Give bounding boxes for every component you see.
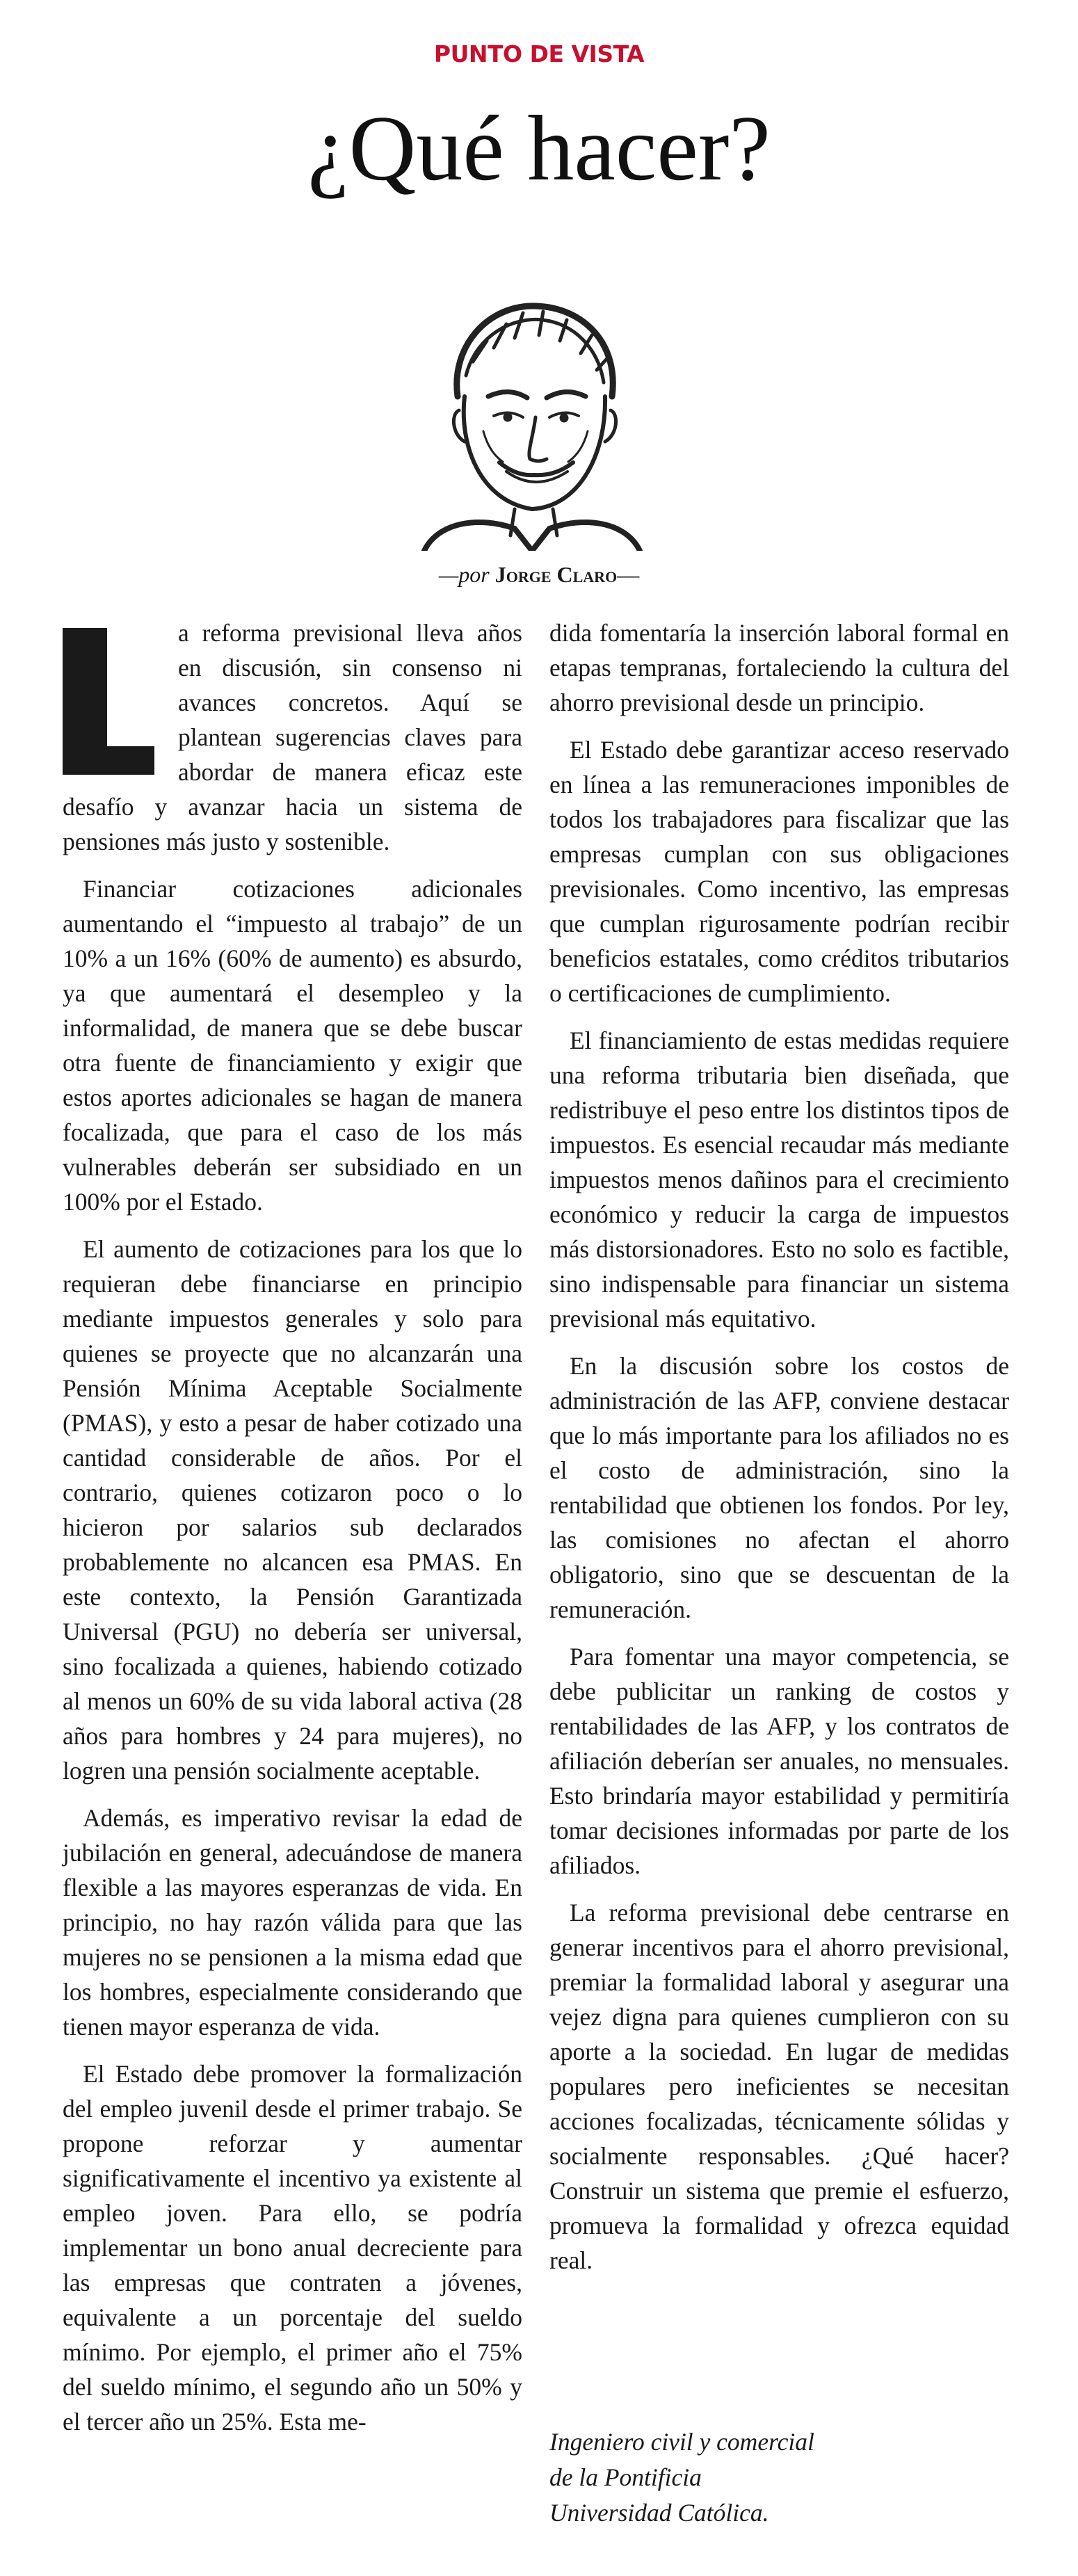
headline: ¿Qué hacer?: [307, 97, 771, 200]
article-paragraph-5-continued: dida fomentaría la inserción laboral formal en etapas tempranas, fortaleciendo la cultura del ahorro previsional desde un principio.: [549, 619, 1009, 716]
article-left-column: [63, 615, 522, 2452]
byline: [0, 562, 1078, 588]
article-paragraph-4: Además, es imperativo revisar la edad de jubilación en general, adecuándose de manera flexible a las mayores esperanzas de vida. En principio, no hay razón válida para que las mujeres no se pensionen a la misma edad que los hombres, especialmente considerando que tienen mayor esperanza de vida.: [63, 1804, 522, 2040]
article-paragraph-7: El financiamiento de estas medidas requiere una reforma tributaria bien diseñada, que redistribuye el peso entre los distintos tipos de impuestos. Es esencial recaudar más mediante impuestos menos dañinos para el crecimiento económico y reducir la carga de impuestos más distorsionadores. Esto no solo es factible, sino indispensable para financiar un sistema previsional más equitativo.: [549, 1027, 1009, 1333]
author-credentials: [549, 2424, 1009, 2531]
byline-author: Jorge Claro: [494, 562, 618, 587]
article-paragraph-10: La reforma previsional debe centrarse en generar incentivos para el ahorro previsional, premiar la formalidad laboral y asegurar una vejez digna para quienes cumplieron con su aporte a la sociedad. En lugar de medidas populares pero ineficientes se necesitan acciones focalizadas, técnicamente sólidas y socialmente responsables. ¿Qué hacer? Construir un sistema que premie el esfuerzo, promueva la formalidad y ofrezca equidad real.: [549, 1899, 1009, 2274]
article-paragraph-6: El Estado debe garantizar acceso reservado en línea a las remuneraciones imponibles de todos los trabajadores para fiscalizar que las empresas cumplan con sus obligaciones previsionales. Como incentivo, las empresas que cumplan rigurosamente podrían recibir beneficios estatales, como créditos tributarios o certificaciones de cumplimiento.: [549, 736, 1009, 1007]
dropcap-letter: [63, 628, 154, 775]
article-paragraph-5: El Estado debe promover la formalización del empleo juvenil desde el primer trabajo. Se propone reforzar y aumentar significativamente el incentivo ya existente al empleo joven. Para ello, se podría implementar un bono anual decreciente para las empresas que contraten a jóvenes, equivalente a un porcentaje del sueldo mínimo. Por ejemplo, el primer año el 75% del sueldo mínimo, el segundo año un 50% y el tercer año un 25%. Esta me-: [63, 2060, 522, 2436]
credentials-line-3: Universidad Católica.: [549, 2499, 769, 2527]
article-paragraph-2: Financiar cotizaciones adicionales aumentando el “impuesto al trabajo” de un 10% a un 16% (60% de aumento) es absurdo, ya que aumentará el desempleo y la informalidad, de manera que se debe buscar otra fuente de financiamiento y exigir que estos aportes adicionales se hagan de manera focalizada, que para el caso de los más vulnerables deberán ser subsidiado en un 100% por el Estado.: [63, 875, 522, 1216]
credentials-line-1: Ingeniero civil y comercial: [549, 2428, 814, 2456]
article-paragraph-1: a reforma previsional lleva años en discusión, sin consenso ni avances concretos. Aquí se plantean sugerencias claves para abordar de manera eficaz este desafío y avanzar hacia un sistema de pensiones más justo y sostenible.: [63, 619, 522, 855]
author-portrait: [410, 292, 647, 551]
byline-suffix: —: [617, 562, 640, 587]
article-right-column: [549, 615, 1009, 2290]
article-paragraph-9: Para fomentar una mayor competencia, se debe publicitar un ranking de costos y rentabilidades de las AFP, y los contratos de afiliación deberían ser anuales, no mensuales. Esto brindaría mayor estabilidad y permitiría tomar decisiones informadas por parte de los afiliados.: [549, 1643, 1009, 1879]
article-paragraph-3: El aumento de cotizaciones para los que lo requieran debe financiarse en principio mediante impuestos generales y solo para quienes se proyecte que no alcanzarán una Pensión Mínima Aceptable Socialmente (PMAS), y esto a pesar de haber cotizado una cantidad considerable de años. Por el contrario, quienes cotizaron poco o lo hicieron por salarios sub declarados probablemente no alcancen esa PMAS. En este contexto, la Pensión Garantizada Universal (PGU) no debería ser universal, sino focalizada a quienes, habiendo cotizado al menos un 60% de su vida laboral activa (28 años para hombres y 24 para mujeres), no logren una pensión socialmente aceptable.: [63, 1235, 522, 1785]
section-label: PUNTO DE VISTA: [433, 40, 645, 67]
credentials-line-2: de la Pontificia: [549, 2463, 702, 2491]
article-paragraph-8: En la discusión sobre los costos de administración de las AFP, conviene destacar que lo más importante para los afiliados no es el costo de administración, sino la rentabilidad que obtienen los fondos. Por ley, las comisiones no afectan el ahorro obligatorio, sino que se descuentan de la remuneración.: [549, 1352, 1009, 1623]
byline-prefix: —por: [438, 562, 490, 587]
